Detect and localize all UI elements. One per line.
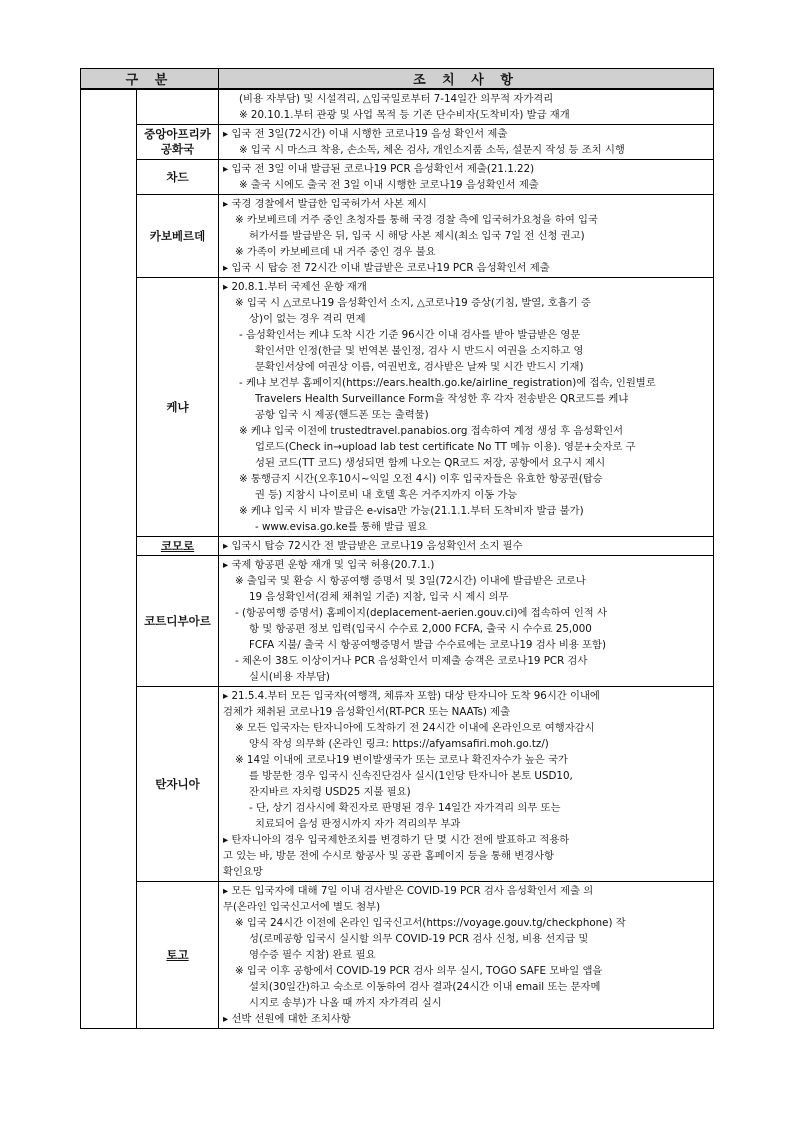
table-row <box>81 125 714 160</box>
measure-line: 확인요망 <box>223 866 263 878</box>
measures-cell <box>219 556 714 687</box>
measure-line: 허가서를 발급받은 뒤, 입국 시 해당 사본 제시(최소 입국 7일 전 신청 권고) <box>249 230 585 242</box>
country-cell: 탄자니아 <box>137 687 219 882</box>
measures-cell <box>219 278 714 537</box>
measure-line: ※ 케냐 입국 이전에 trustedtravel.panabios.org 접속하여 계정 생성 후 음성확인서 <box>239 425 624 437</box>
measure-line: Travelers Health Surveillance Form을 작성한 후 각자 전송받은 QR코드를 케냐 <box>255 393 629 405</box>
measures-cell <box>219 195 714 278</box>
country-cell: 중앙아프리카공화국 <box>137 125 219 160</box>
measure-line: 성된 코드(TT 코드) 생성되면 함께 나오는 QR코드 저장, 공항에서 요구시 제시 <box>255 457 606 469</box>
measures-cell <box>219 882 714 1029</box>
measure-line: 고 있는 바, 방문 전에 수시로 항공사 및 공관 홈페이지 등을 통해 변경사항 <box>223 850 555 862</box>
measure-line: FCFA 지불/ 출국 시 항공여행증명서 발급 수수료에는 코로나19 검사 비용 포함) <box>249 639 606 651</box>
measure-line: ※ 통행금지 시간(오후10시~익일 오전 4시) 이후 입국자들은 유효한 항공권(탑승 <box>239 473 603 485</box>
measures-cell <box>219 687 714 882</box>
country-cell <box>137 89 219 125</box>
measure-line: ▸ 20.8.1.부터 국제선 운항 재개 <box>223 281 367 293</box>
measure-line: 치료되어 음성 판정시까지 자가 격리의무 부과 <box>255 818 461 830</box>
measure-line: 를 방문한 경우 입국시 신속진단검사 실시(1인당 탄자니아 본토 USD10, <box>249 770 573 782</box>
measure-line: 영수증 필수 지참) 완료 필요 <box>249 949 376 961</box>
measure-line: ▸ 입국시 탑승 72시간 전 발급받은 코로나19 음성확인서 소지 필수 <box>223 540 523 552</box>
measure-line: ※ 출국 시에도 출국 전 3일 이내 시행한 코로나19 음성확인서 제출 <box>239 179 539 191</box>
measure-line: ▸ 국경 경찰에서 발급한 입국허가서 사본 제시 <box>223 198 427 210</box>
table-row <box>81 195 714 278</box>
measure-line: ※ 케냐 입국 시 비자 발급은 e-visa만 가능(21.1.1.부터 도착비자 발급 불가) <box>239 505 584 517</box>
country-cell: 토고 <box>137 882 219 1029</box>
country-cell: 케냐 <box>137 278 219 537</box>
measure-line: 19 음성확인서(검체 채취일 기준) 지참, 입국 시 제시 의무 <box>249 591 509 603</box>
measure-line: ▸ 입국 시 탑승 전 72시간 이내 발급받은 코로나19 PCR 음성확인서 제출 <box>223 262 550 274</box>
measure-line: - 단, 상기 검사시에 확진자로 판명된 경우 14일간 자가격리 의무 또는 <box>249 802 561 814</box>
measure-line: 상)이 없는 경우 격리 면제 <box>249 313 366 325</box>
measure-line: 항 및 항공편 정보 입력(입국시 수수료 2,000 FCFA, 출국 시 수수료 25,000 <box>249 623 592 635</box>
region-cell <box>81 89 137 1029</box>
table-row <box>81 882 714 1029</box>
country-cell: 코모로 <box>137 537 219 556</box>
measure-line: 실시(비용 자부담) <box>249 671 330 683</box>
measures-cell <box>219 125 714 160</box>
country-cell: 카보베르데 <box>137 195 219 278</box>
measure-line: 검체가 채취된 코로나19 음성확인서(RT-PCR 또는 NAATs) 제출 <box>223 706 511 718</box>
measure-line: - 음성확인서는 케냐 도착 시간 기준 96시간 이내 검사를 받아 발급받은 영문 <box>239 329 581 341</box>
measure-line: 권 등) 지참시 나이로비 내 호텔 혹은 거주지까지 이동 가능 <box>255 489 518 501</box>
measure-line: ▸ 입국 전 3일 이내 발급된 코로나19 PCR 음성확인서 제출(21.1.22) <box>223 163 535 175</box>
measure-line: 공항 입국 시 제공(핸드폰 또는 출력물) <box>255 409 429 421</box>
table-row <box>81 160 714 195</box>
measure-line: ※ 입국 시 마스크 착용, 손소독, 체온 검사, 개인소지품 소독, 설문지 작성 등 조치 시행 <box>239 144 625 156</box>
measure-line: ▸ 21.5.4.부터 모든 입국자(여행객, 체류자 포함) 대상 탄자니아 도착 96시간 이내에 <box>223 690 600 702</box>
measure-line: 성(로메공항 입국시 실시할 의무 COVID-19 PCR 검사 신청, 비용 선지급 및 <box>249 933 589 945</box>
header-category: 구 분 <box>81 69 219 90</box>
measures-cell <box>219 89 714 125</box>
measures-cell <box>219 160 714 195</box>
measures-table <box>80 68 714 1029</box>
measure-line: 무(온라인 입국신고서에 별도 첨부) <box>223 901 381 913</box>
measure-line: 업로드(Check in→upload lab test certificate No TT 메뉴 이용). 영문+숫자로 구 <box>255 441 636 453</box>
measure-line: 설치(30일간)하고 숙소로 이동하여 검사 결과(24시간 이내 email 또는 문자메 <box>249 981 601 993</box>
measure-line: ※ 카보베르데 거주 중인 초청자를 통해 국경 경찰 측에 입국허가요청을 하여 입국 <box>235 214 598 226</box>
measure-line: ※ 모든 입국자는 탄자니아에 도착하기 전 24시간 이내에 온라인으로 여행자감시 <box>235 722 595 734</box>
measure-line: (비용 자부담) 및 시설격리, △입국일로부터 7-14일간 의무적 자가격리 <box>239 93 554 105</box>
measures-cell <box>219 537 714 556</box>
measure-line: - (항공여행 증명서) 홈페이지(deplacement-aerien.gouv.ci)에 접속하여 인적 사 <box>235 607 607 619</box>
table-row <box>81 537 714 556</box>
measure-line: ▸ 입국 전 3일(72시간) 이내 시행한 코로나19 음성 확인서 제출 <box>223 128 508 140</box>
country-cell: 코트디부아르 <box>137 556 219 687</box>
measure-line: - 체온이 38도 이상이거나 PCR 음성확인서 미제출 승객은 코로나19 PCR 검사 <box>235 655 588 667</box>
measure-line: 양식 작성 의무화 (온라인 링크: https://afyamsafiri.moh.go.tz/) <box>249 738 549 750</box>
country-cell: 차드 <box>137 160 219 195</box>
measure-line: 잔지바르 자치령 USD25 지불 필요) <box>249 786 411 798</box>
measure-line: 확인서만 인정(한글 및 번역본 불인정, 검사 시 반드시 여권을 소지하고 영 <box>255 345 584 357</box>
table-row <box>81 89 714 125</box>
measure-line: - 케냐 보건부 홈페이지(https://ears.health.go.ke/airline_registration)에 접속, 인원별로 <box>239 377 656 389</box>
table-row <box>81 278 714 537</box>
table-header-row <box>81 69 714 90</box>
measure-line: ▸ 국제 항공편 운항 재개 및 입국 허용(20.7.1.) <box>223 559 435 571</box>
measure-line: ※ 가족이 카보베르데 내 거주 중인 경우 불요 <box>235 246 436 258</box>
measure-line: ※ 20.10.1.부터 관광 및 사업 목적 등 기존 단수비자(도착비자) 발급 재개 <box>239 109 570 121</box>
measure-line: ▸ 탄자니아의 경우 입국제한조치를 변경하기 단 몇 시간 전에 발표하고 적용하 <box>223 834 570 846</box>
measure-line: ▸ 선박 선원에 대한 조치사항 <box>223 1013 351 1025</box>
measure-line: ※ 14일 이내에 코로나19 변이발생국가 또는 코로나 확진자수가 높은 국가 <box>235 754 568 766</box>
header-measures: 조 치 사 항 <box>219 69 714 90</box>
measure-line: ※ 입국 시 △코로나19 음성확인서 소지, △코로나19 증상(기침, 발열, 호흡기 증 <box>235 297 591 309</box>
table-row <box>81 687 714 882</box>
table-row <box>81 556 714 687</box>
measure-line: ※ 출입국 및 환승 시 항공여행 증명서 및 3일(72시간) 이내에 발급받은 코로나 <box>235 575 586 587</box>
measure-line: ※ 입국 24시간 이전에 온라인 입국신고서(https://voyage.gouv.tg/checkphone) 작 <box>235 917 626 929</box>
measure-line: ※ 입국 이후 공항에서 COVID-19 PCR 검사 의무 실시, TOGO SAFE 모바일 앱을 <box>235 965 603 977</box>
measure-line: 문확인서상에 여권상 이름, 여권번호, 검사받은 날짜 및 시간 반드시 기재) <box>255 361 584 373</box>
measure-line: 시지로 송부)가 나올 때 까지 자가격리 실시 <box>249 997 442 1009</box>
measure-line: - www.evisa.go.ke를 통해 발급 필요 <box>255 521 428 533</box>
measure-line: ▸ 모든 입국자에 대해 7일 이내 검사받은 COVID-19 PCR 검사 음성확인서 제출 의 <box>223 885 594 897</box>
